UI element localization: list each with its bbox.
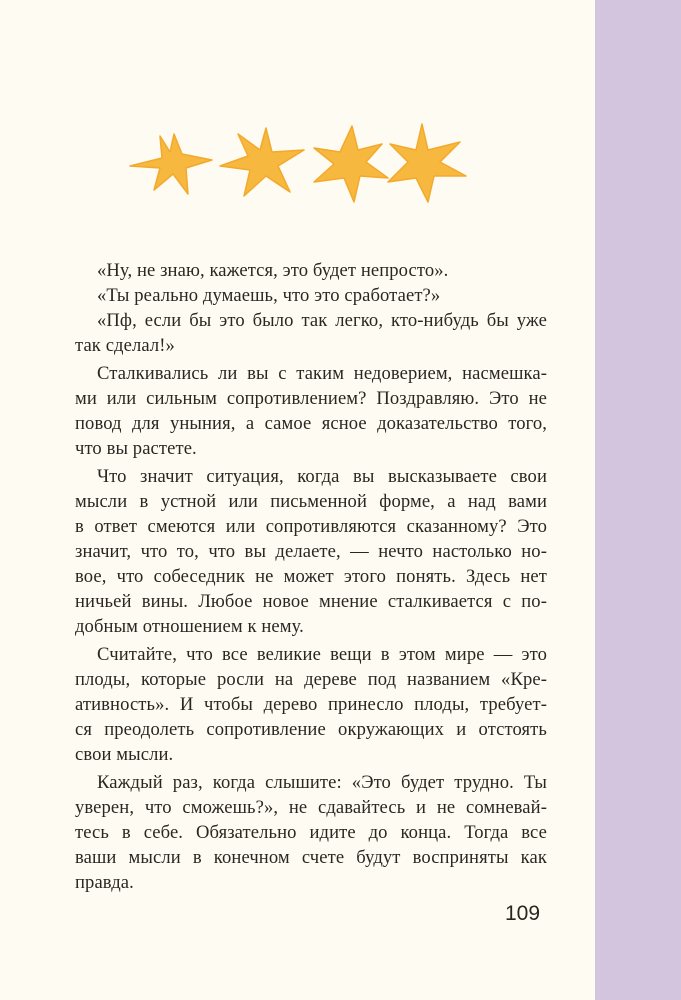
text-line: ативность». И чтобы дерево принесло плоды, требует- [75, 694, 547, 715]
text-line: мысли в устной или письменной форме, а над вами [75, 491, 547, 512]
text-line: уверен, что сможешь?», не сдавайтесь и не сомневай- [75, 797, 547, 818]
paragraph-5 [75, 464, 547, 639]
paragraph-2 [97, 283, 547, 308]
star-4 [388, 124, 466, 202]
text-line: Сталкивались ли вы с таким недоверием, насмешка- [97, 363, 547, 384]
text-line: «Пф, если бы это было так легко, кто-нибудь бы уже [97, 310, 547, 331]
star-1 [130, 134, 212, 194]
text-line: Что значит ситуация, когда вы высказываете свои [97, 466, 547, 487]
text-line: так сделал!» [75, 335, 175, 356]
text-line: ми или сильным сопротивлением? Поздравляю. Это не [75, 388, 547, 409]
text-line: правда. [75, 872, 134, 893]
text-line: повод для уныния, а самое ясное доказательство того, [75, 413, 547, 434]
text-line: ваши мысли в конечном счете будут восприняты как [75, 847, 547, 868]
paragraph-7 [75, 770, 547, 895]
star-2 [220, 128, 304, 196]
body-text [75, 258, 547, 895]
text-line: что вы растете. [75, 438, 197, 459]
text-line: ничьей вины. Любое новое мнение сталкивается с по- [75, 591, 547, 612]
text-line: «Ну, не знаю, кажется, это будет непросто». [97, 260, 449, 281]
text-line: «Ты реально думаешь, что это сработает?» [97, 285, 441, 306]
accent-side-strip [595, 0, 681, 1000]
text-line: значит, что то, что вы делаете, — нечто настолько но- [75, 541, 547, 562]
text-line: добным отношением к нему. [75, 616, 304, 637]
text-line: плоды, которые росли на дереве под названием «Кре- [75, 669, 547, 690]
star-3 [314, 126, 388, 202]
sparkle-star-icon [126, 122, 471, 204]
stars-decoration [126, 122, 471, 204]
text-line: тесь в себе. Обязательно идите до конца. Тогда все [75, 822, 547, 843]
paragraph-4 [75, 361, 547, 461]
text-line: Считайте, что все великие вещи в этом мире — это [97, 644, 547, 665]
paragraph-6 [75, 642, 547, 767]
text-line: Каждый раз, когда слышите: «Это будет трудно. Ты [97, 772, 547, 793]
text-line: в ответ смеются или сопротивляются сказанному? Это [75, 516, 547, 537]
page-number: 109 [505, 902, 541, 925]
text-line: свои мысли. [75, 744, 174, 765]
paragraph-3 [75, 308, 547, 358]
text-line: вое, что собеседник не может этого понять. Здесь нет [75, 566, 547, 587]
text-line: ся преодолеть сопротивление окружающих и отстоять [75, 719, 547, 740]
paragraph-1 [97, 258, 547, 283]
